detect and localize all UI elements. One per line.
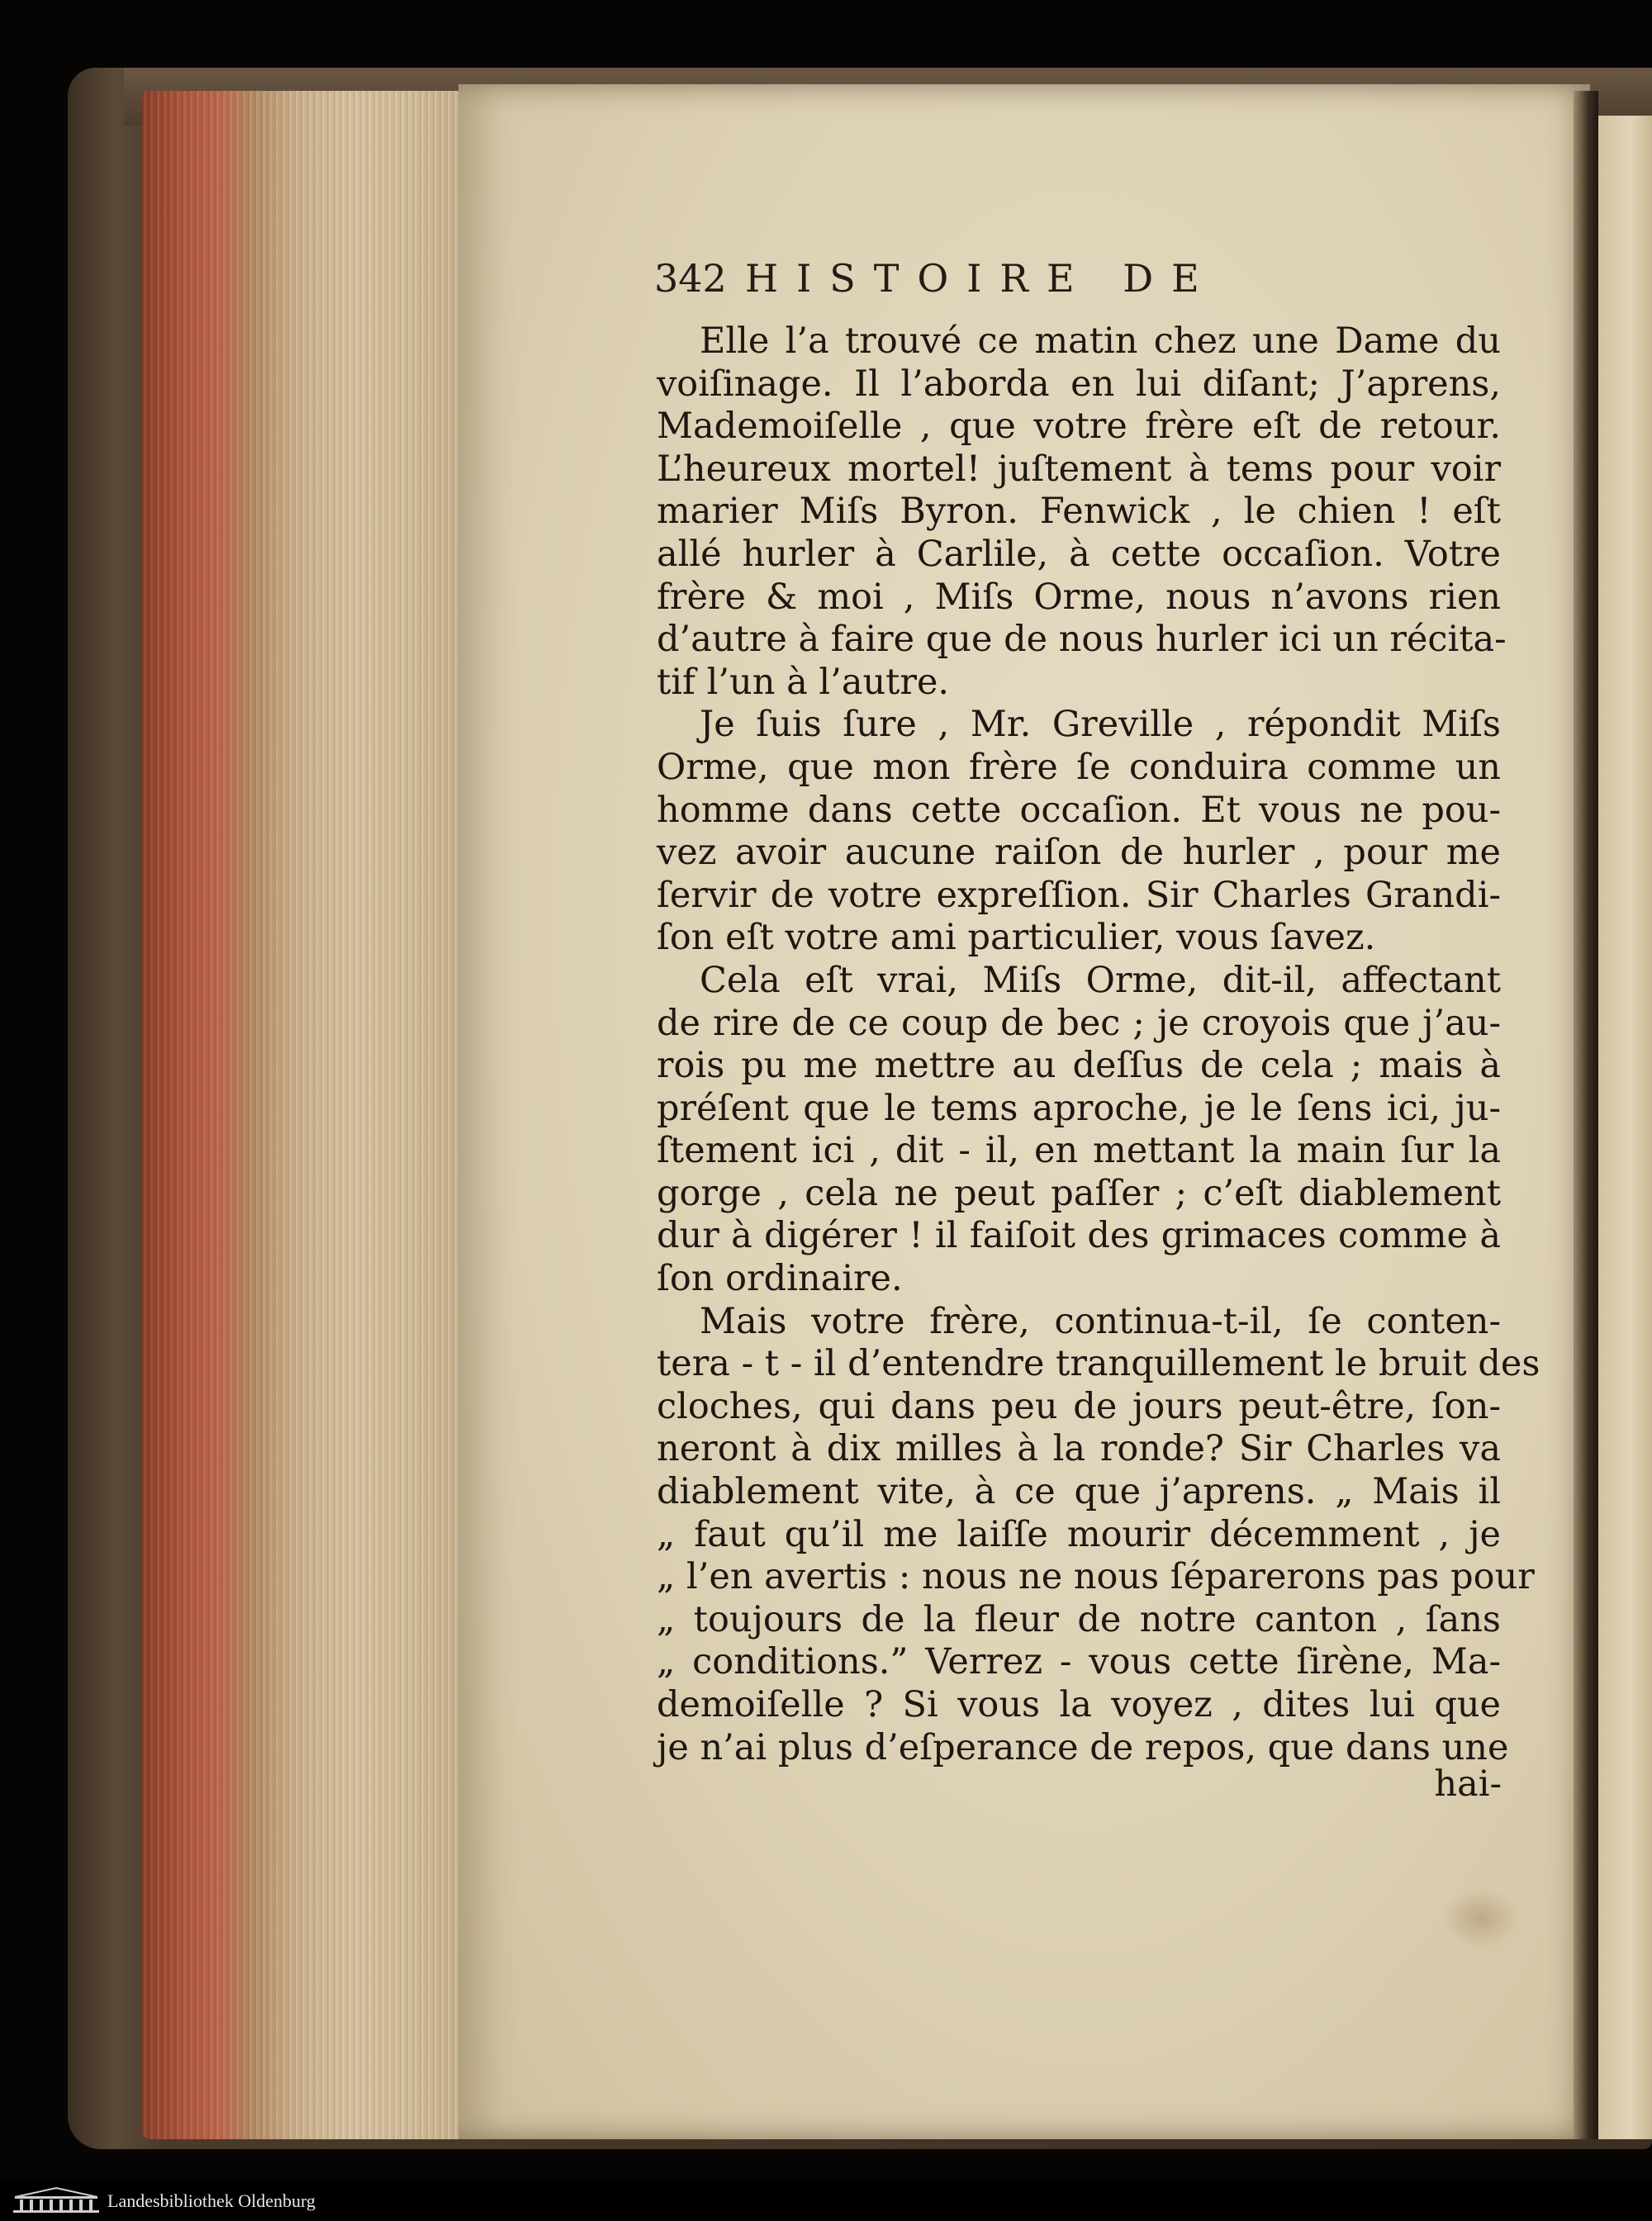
text-line: „ toujours de la fleur de notre canton , ſans: [657, 1598, 1501, 1640]
text-line: Mademoiſelle , que votre frère eſt de retour.: [657, 406, 1501, 448]
text-line: Cela eſt vrai, Miſs Orme, dit-il, affectant: [700, 959, 1501, 1001]
text-line: rois pu me mettre au deſſus de cela ; mais à: [657, 1045, 1501, 1087]
running-title: HISTOIRE DE: [745, 256, 1218, 301]
page-number: 342: [654, 256, 727, 301]
text-line: „ conditions.” Verrez - vous cette ſirène, Ma-: [657, 1641, 1501, 1683]
text-line: dur à digérer ! il faiſoit des grimaces comme à: [657, 1215, 1501, 1257]
text-line: diablement vite, à ce que j’aprens. „ Mais il: [657, 1471, 1501, 1513]
text-line: L’heureux mortel! juſtement à tems pour voir: [657, 448, 1501, 490]
text-line: Je ſuis ſure , Mr. Greville , répondit Miſs: [700, 704, 1501, 746]
text-line: tif l’un à l’autre.: [657, 661, 950, 703]
text-line: de rire de ce coup de bec ; je croyois que j’au-: [657, 1002, 1501, 1044]
text-line: allé hurler à Carlile, à cette occaſion. Votre: [657, 533, 1501, 575]
text-line: marier Miſs Byron. Fenwick , le chien ! eſt: [657, 491, 1501, 533]
text-line: Orme, que mon frère ſe conduira comme un: [657, 746, 1501, 788]
text-line: préſent que le tems aproche, je le ſens ici, ju-: [657, 1087, 1501, 1129]
text-line: ſon ordinaire.: [657, 1258, 903, 1300]
text-line: demoiſelle ? Si vous la voyez , dites lui que: [657, 1684, 1501, 1725]
text-line: cloches, qui dans peu de jours peut-être, ſon-: [657, 1385, 1501, 1427]
page-edges: [142, 91, 472, 2139]
text-line: ſtement ici , dit - il, en mettant la main ſur la: [657, 1130, 1501, 1172]
text-line: neront à dix milles à la ronde? Sir Charles va: [657, 1428, 1501, 1470]
text-line: frère & moi , Miſs Orme, nous n’avons rien: [657, 576, 1501, 618]
footer-bar: [0, 2181, 1652, 2221]
text-line: voiſinage. Il l’aborda en lui diſant; J’aprens,: [657, 363, 1501, 405]
text-line: tera - t - il d’entendre tranquillement le bruit des: [657, 1343, 1540, 1385]
text-line: Elle l’a trouvé ce matin chez une Dame du: [700, 320, 1501, 362]
running-header: [654, 256, 1480, 306]
text-line: Mais votre frère, continua-t-il, ſe conten-: [700, 1300, 1501, 1342]
text-line: ſon eſt votre ami particulier, vous ſavez.: [657, 917, 1376, 959]
library-building-icon: [12, 2185, 101, 2215]
text-line: je n’ai plus d’eſperance de repos, que dans une: [657, 1726, 1509, 1768]
paper-stain: [1441, 1887, 1520, 1949]
text-line: „ faut qu’il me laiſſe mourir décemment , je: [657, 1513, 1501, 1555]
body-text: [657, 320, 1540, 1769]
text-line: d’autre à faire que de nous hurler ici un récita-: [657, 619, 1507, 661]
text-line: gorge , cela ne peut paſſer ; c’eſt diablement: [657, 1172, 1501, 1214]
text-line: vez avoir aucune raiſon de hurler , pour me: [657, 832, 1501, 874]
text-line: homme dans cette occaſion. Et vous ne pou-: [657, 789, 1501, 831]
facing-page-edge: [1598, 116, 1652, 2139]
text-line: ſervir de votre expreſſion. Sir Charles Grandi-: [657, 874, 1501, 916]
text-line: „ l’en avertis : nous ne nous ſéparerons pas pour: [657, 1556, 1535, 1598]
library-name: Landesbibliothek Oldenburg: [107, 2190, 316, 2211]
catchword: hai-: [1434, 1763, 1502, 1805]
book-gutter: [1574, 91, 1598, 2139]
